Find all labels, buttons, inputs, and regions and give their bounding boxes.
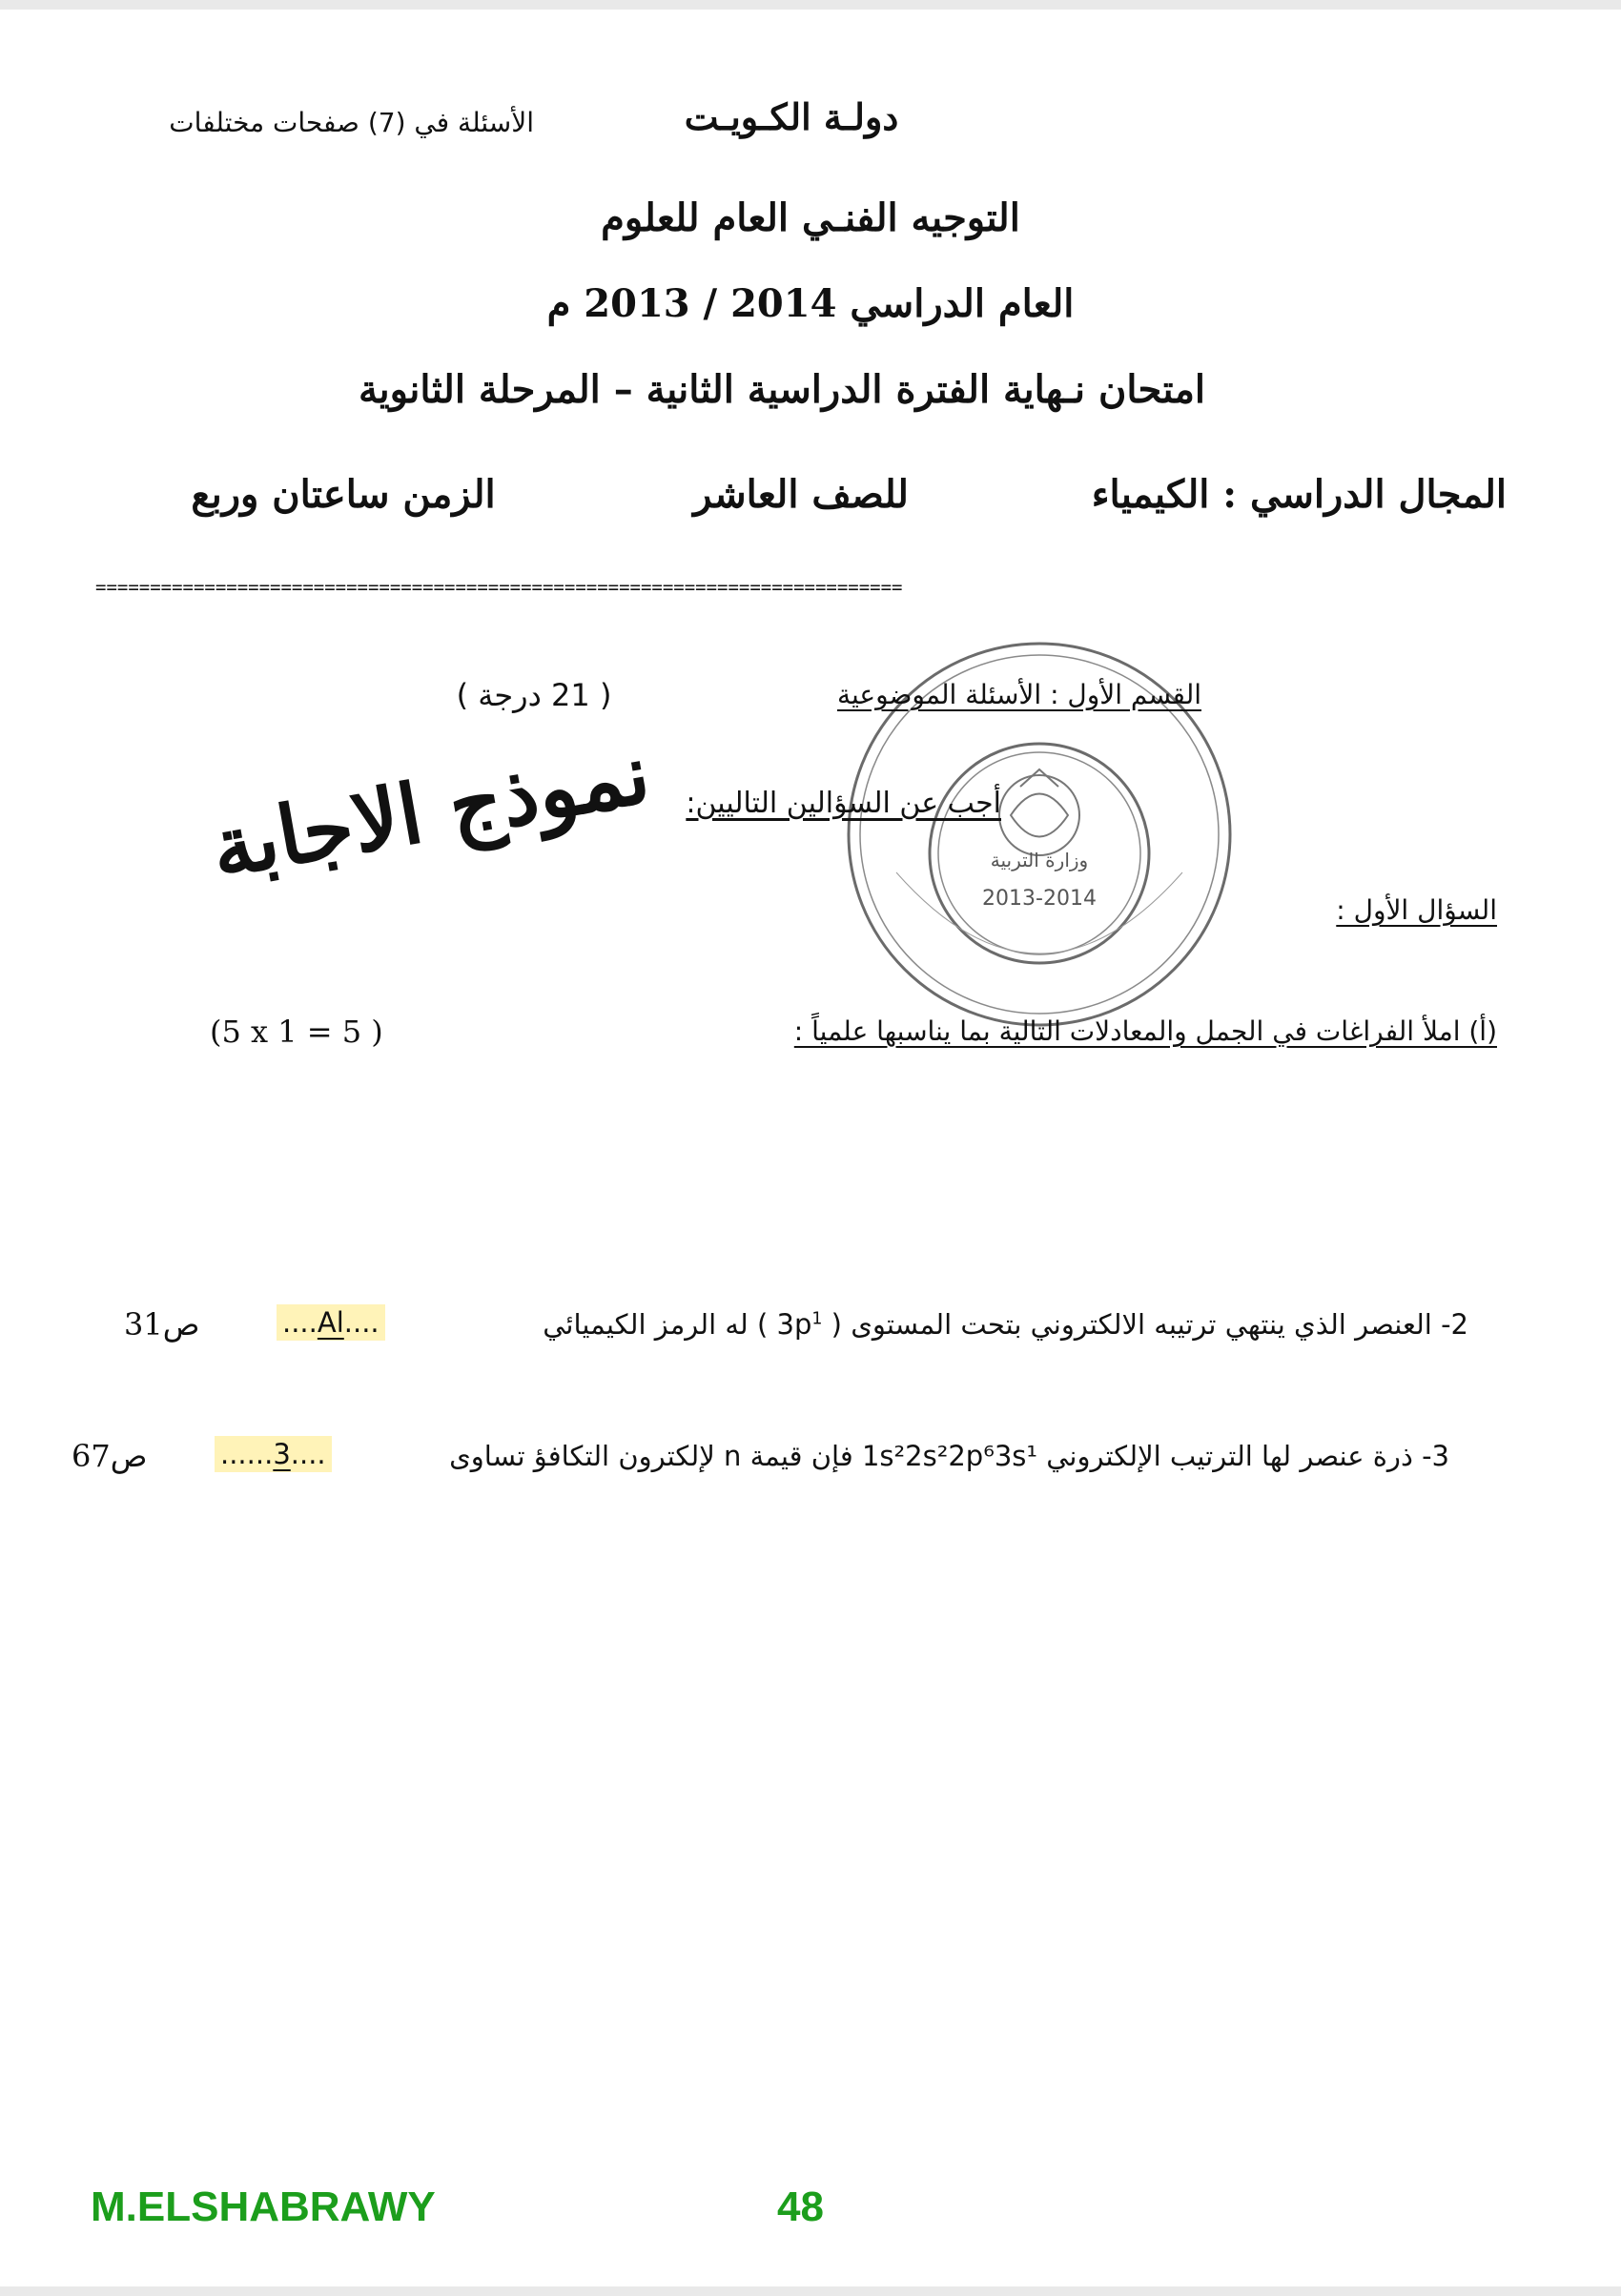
item-2-question: 2- العنصر الذي ينتهي ترتيبه الالكتروني بتحت المستوى ( 3p [776, 1308, 1468, 1341]
item-2-question-tail: ) له الرمز الكيميائي [543, 1308, 777, 1341]
academic-year-suffix: م [546, 281, 571, 326]
scan-top-edge [0, 0, 1621, 10]
scan-bottom-edge [0, 2286, 1621, 2296]
answer-instruction: أجب عن السؤالين التاليين: [686, 787, 1001, 820]
item-2-superscript: 1 [811, 1309, 823, 1329]
item-2-answer [277, 1304, 385, 1341]
footer-page-number: 48 [777, 2183, 824, 2230]
section-title: القسم الأول : الأسئلة الموضوعية [836, 679, 1201, 710]
question-one-label: السؤال الأول : [1336, 894, 1497, 926]
grade-label: للصف العاشر [693, 472, 909, 517]
item-3-text: 3- ذرة عنصر لها الترتيب الإلكتروني 1s²2s²2p⁶3s¹ فإن قيمة n لإلكترون التكافؤ تساوى [449, 1440, 1449, 1472]
directorate-title: التوجيه الفنـي العام للعلوم [601, 195, 1020, 240]
part-a-marks: (5 x 1 = 5 ) [210, 1014, 383, 1050]
academic-year [400, 281, 1221, 326]
item-3-answer-prefix: ...... [220, 1438, 274, 1470]
item-2-answer-suffix: .... [343, 1306, 380, 1339]
item-2-page-ref: ص31 [124, 1306, 200, 1343]
item-2-answer-prefix: .... [282, 1306, 318, 1339]
academic-year-label: العام الدراسي [850, 281, 1075, 326]
item-3-answer [215, 1436, 332, 1472]
footer-author: M.ELSHABRAWY [91, 2183, 436, 2230]
stamp-ministry: وزارة التربية [990, 849, 1089, 871]
item-3-answer-suffix: .... [290, 1438, 326, 1470]
part-a-instruction: (أ) املأ الفراغات في الجمل والمعادلات التالية بما يناسبها علمياً : [793, 1015, 1497, 1047]
duration-label: الزمن ساعتان وربع [191, 472, 496, 517]
section-marks: ( 21 درجة ) [456, 677, 612, 713]
item-3-answer-value: 3 [273, 1438, 291, 1470]
item-3-page-ref: ص67 [72, 1438, 148, 1474]
item-2-text [439, 1308, 1468, 1341]
pages-note: الأسئلة في (7) صفحات مختلفات [169, 107, 534, 138]
exam-title: امتحان نـهاية الفترة الدراسية الثانية – المرحلة الثانوية [359, 367, 1205, 412]
subject-label: المجال الدراسي : الكيمياء [1091, 472, 1507, 517]
stamp-years: 2013-2014 [982, 887, 1097, 911]
answer-model-annotation: نموذج الاجابة [204, 725, 657, 897]
header-separator: ========================================================================== [95, 577, 903, 598]
item-2-answer-value: Al [317, 1306, 344, 1339]
academic-year-value: 2013 / 2014 [584, 281, 837, 326]
country-title: دولـة الكـويـت [684, 95, 899, 138]
